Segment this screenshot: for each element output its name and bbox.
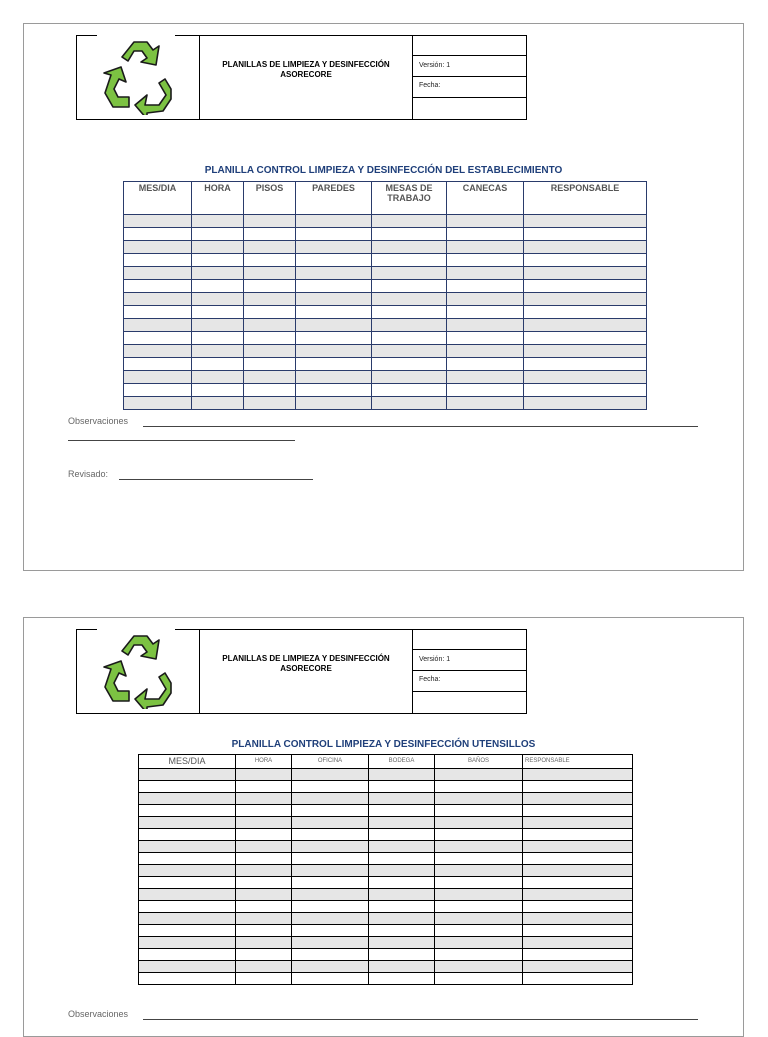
- table-cell[interactable]: [524, 319, 647, 332]
- table-cell[interactable]: [447, 267, 524, 280]
- table-row: [139, 853, 633, 865]
- column-header: OFICINA: [292, 755, 369, 769]
- cleaning-log-table: [123, 181, 647, 410]
- table-cell[interactable]: [192, 384, 244, 397]
- table-cell[interactable]: [139, 853, 236, 865]
- table-cell[interactable]: [523, 865, 633, 877]
- table-cell[interactable]: [292, 925, 369, 937]
- table-row: [139, 805, 633, 817]
- table-row: [139, 961, 633, 973]
- table-cell[interactable]: [236, 817, 292, 829]
- table-cell[interactable]: [244, 397, 296, 410]
- table-cell[interactable]: [236, 841, 292, 853]
- table-row: [139, 781, 633, 793]
- table-cell[interactable]: [292, 817, 369, 829]
- table-cell[interactable]: [292, 769, 369, 781]
- table-cell[interactable]: [296, 319, 372, 332]
- table-cell[interactable]: [435, 793, 523, 805]
- table-cell[interactable]: [435, 889, 523, 901]
- table-cell[interactable]: [524, 293, 647, 306]
- table-cell[interactable]: [523, 949, 633, 961]
- column-header: BAÑOS: [435, 755, 523, 769]
- table-cell[interactable]: [296, 280, 372, 293]
- table-cell[interactable]: [435, 841, 523, 853]
- table-row: [124, 371, 647, 384]
- table-cell[interactable]: [192, 241, 244, 254]
- table-cell[interactable]: [435, 829, 523, 841]
- observations-label: Observaciones: [68, 1009, 129, 1019]
- table-cell[interactable]: [244, 267, 296, 280]
- table-cell[interactable]: [523, 937, 633, 949]
- table-cell[interactable]: [192, 254, 244, 267]
- table-cell[interactable]: [372, 241, 447, 254]
- logo-cell: [77, 629, 200, 713]
- table-cell[interactable]: [524, 306, 647, 319]
- table-cell[interactable]: [192, 345, 244, 358]
- table-cell[interactable]: [524, 397, 647, 410]
- table-row: [139, 829, 633, 841]
- table-cell[interactable]: [236, 889, 292, 901]
- table-cell[interactable]: [139, 973, 236, 985]
- table-cell[interactable]: [296, 397, 372, 410]
- table-cell[interactable]: [372, 332, 447, 345]
- table-title: PLANILLA CONTROL LIMPIEZA Y DESINFECCIÓN UTENSILLOS: [231, 739, 536, 750]
- table-cell[interactable]: [139, 769, 236, 781]
- table-cell[interactable]: [369, 781, 435, 793]
- table-cell[interactable]: [244, 384, 296, 397]
- table-cell[interactable]: [124, 319, 192, 332]
- table-cell[interactable]: [244, 371, 296, 384]
- table-row: [139, 937, 633, 949]
- table-cell[interactable]: [523, 793, 633, 805]
- table-row: [124, 358, 647, 371]
- table-cell[interactable]: [192, 358, 244, 371]
- table-cell[interactable]: [236, 973, 292, 985]
- date-field: Fecha:: [413, 671, 526, 692]
- table-row: [139, 841, 633, 853]
- table-cell[interactable]: [523, 973, 633, 985]
- table-cell[interactable]: [244, 215, 296, 228]
- table-cell[interactable]: [292, 865, 369, 877]
- table-cell[interactable]: [292, 805, 369, 817]
- table-row: [124, 267, 647, 280]
- table-cell[interactable]: [369, 949, 435, 961]
- table-cell[interactable]: [296, 254, 372, 267]
- column-header: MESAS DE TRABAJO: [372, 182, 447, 215]
- table-cell[interactable]: [139, 913, 236, 925]
- table-cell[interactable]: [372, 293, 447, 306]
- table-cell[interactable]: [296, 358, 372, 371]
- observations-label: Observaciones: [68, 416, 129, 426]
- table-cell[interactable]: [296, 384, 372, 397]
- form-page-2: [23, 617, 744, 1037]
- column-header: PISOS: [244, 182, 296, 215]
- table-cell[interactable]: [447, 306, 524, 319]
- table-cell[interactable]: [369, 793, 435, 805]
- table-cell[interactable]: [435, 949, 523, 961]
- table-row: [124, 345, 647, 358]
- table-cell[interactable]: [369, 973, 435, 985]
- table-cell[interactable]: [435, 781, 523, 793]
- table-cell[interactable]: [369, 889, 435, 901]
- table-cell[interactable]: [292, 793, 369, 805]
- table-cell[interactable]: [447, 241, 524, 254]
- table-cell[interactable]: [124, 397, 192, 410]
- table-cell[interactable]: [447, 215, 524, 228]
- table-cell[interactable]: [447, 254, 524, 267]
- table-row: [124, 280, 647, 293]
- utensils-log-table: [138, 754, 633, 985]
- table-cell[interactable]: [124, 371, 192, 384]
- column-header: BODEGA: [369, 755, 435, 769]
- table-cell[interactable]: [435, 901, 523, 913]
- table-cell[interactable]: [447, 358, 524, 371]
- recycle-logo-icon: [101, 37, 175, 115]
- table-cell[interactable]: [192, 267, 244, 280]
- table-cell[interactable]: [139, 925, 236, 937]
- table-cell[interactable]: [447, 280, 524, 293]
- table-row: [124, 254, 647, 267]
- table-cell[interactable]: [236, 877, 292, 889]
- form-header: [76, 629, 527, 714]
- table-cell[interactable]: [292, 913, 369, 925]
- table-cell[interactable]: [369, 865, 435, 877]
- table-cell[interactable]: [435, 973, 523, 985]
- table-cell[interactable]: [523, 901, 633, 913]
- table-cell[interactable]: [236, 805, 292, 817]
- table-cell[interactable]: [192, 332, 244, 345]
- form-header: [76, 35, 527, 120]
- table-cell[interactable]: [369, 877, 435, 889]
- table-cell[interactable]: [372, 358, 447, 371]
- table-cell[interactable]: [292, 889, 369, 901]
- table-cell[interactable]: [124, 254, 192, 267]
- table-cell[interactable]: [192, 280, 244, 293]
- form-info: [413, 35, 526, 119]
- form-title-line2: ASORECORE: [280, 664, 332, 673]
- table-row: [139, 901, 633, 913]
- table-cell[interactable]: [124, 293, 192, 306]
- table-cell[interactable]: [524, 215, 647, 228]
- table-cell[interactable]: [369, 841, 435, 853]
- table-cell[interactable]: [372, 228, 447, 241]
- table-cell[interactable]: [447, 332, 524, 345]
- table-cell[interactable]: [523, 769, 633, 781]
- table-cell[interactable]: [435, 961, 523, 973]
- table-cell[interactable]: [372, 254, 447, 267]
- table-cell[interactable]: [369, 901, 435, 913]
- form-title-line2: ASORECORE: [280, 70, 332, 79]
- table-row: [124, 241, 647, 254]
- table-cell[interactable]: [369, 805, 435, 817]
- table-cell[interactable]: [124, 306, 192, 319]
- table-cell[interactable]: [435, 877, 523, 889]
- column-header: PAREDES: [296, 182, 372, 215]
- version-field: Versión: 1: [413, 56, 526, 77]
- table-cell[interactable]: [372, 306, 447, 319]
- table-cell[interactable]: [236, 925, 292, 937]
- table-cell[interactable]: [139, 841, 236, 853]
- table-cell[interactable]: [236, 793, 292, 805]
- table-cell[interactable]: [296, 332, 372, 345]
- table-cell[interactable]: [236, 949, 292, 961]
- table-cell[interactable]: [292, 877, 369, 889]
- table-cell[interactable]: [372, 371, 447, 384]
- table-cell[interactable]: [192, 397, 244, 410]
- table-cell[interactable]: [192, 319, 244, 332]
- table-cell[interactable]: [124, 358, 192, 371]
- table-row: [124, 306, 647, 319]
- table-row: [124, 215, 647, 228]
- table-cell[interactable]: [524, 384, 647, 397]
- table-cell[interactable]: [523, 889, 633, 901]
- table-cell[interactable]: [139, 901, 236, 913]
- table-cell[interactable]: [236, 865, 292, 877]
- table-cell[interactable]: [372, 319, 447, 332]
- table-cell[interactable]: [292, 961, 369, 973]
- table-cell[interactable]: [369, 961, 435, 973]
- table-cell[interactable]: [124, 215, 192, 228]
- table-cell[interactable]: [296, 241, 372, 254]
- table-row: [124, 332, 647, 345]
- table-row: [139, 949, 633, 961]
- table-cell[interactable]: [296, 267, 372, 280]
- table-cell[interactable]: [139, 805, 236, 817]
- table-cell[interactable]: [435, 937, 523, 949]
- table-cell[interactable]: [236, 961, 292, 973]
- table-row: [124, 319, 647, 332]
- table-cell[interactable]: [236, 769, 292, 781]
- table-cell[interactable]: [124, 241, 192, 254]
- table-cell[interactable]: [292, 781, 369, 793]
- table-cell[interactable]: [435, 865, 523, 877]
- table-cell[interactable]: [447, 293, 524, 306]
- column-header: RESPONSABLE: [524, 182, 647, 215]
- table-cell[interactable]: [139, 865, 236, 877]
- column-header: CANECAS: [447, 182, 524, 215]
- table-cell[interactable]: [296, 306, 372, 319]
- table-cell[interactable]: [524, 254, 647, 267]
- table-cell[interactable]: [124, 267, 192, 280]
- column-header: HORA: [236, 755, 292, 769]
- table-cell[interactable]: [524, 332, 647, 345]
- table-row: [139, 865, 633, 877]
- table-row: [139, 769, 633, 781]
- table-cell[interactable]: [192, 306, 244, 319]
- table-cell[interactable]: [447, 384, 524, 397]
- observations-line-2[interactable]: [68, 440, 295, 441]
- table-cell[interactable]: [139, 949, 236, 961]
- table-cell[interactable]: [447, 397, 524, 410]
- table-cell[interactable]: [236, 853, 292, 865]
- table-cell[interactable]: [244, 280, 296, 293]
- table-cell[interactable]: [524, 358, 647, 371]
- table-cell[interactable]: [524, 267, 647, 280]
- table-cell[interactable]: [435, 853, 523, 865]
- table-cell[interactable]: [139, 781, 236, 793]
- table-cell[interactable]: [296, 293, 372, 306]
- observations-line[interactable]: [143, 426, 698, 427]
- table-cell[interactable]: [244, 319, 296, 332]
- table-cell[interactable]: [139, 793, 236, 805]
- table-cell[interactable]: [292, 853, 369, 865]
- table-cell[interactable]: [236, 781, 292, 793]
- table-row: [124, 293, 647, 306]
- table-cell[interactable]: [292, 829, 369, 841]
- table-cell[interactable]: [435, 769, 523, 781]
- table-cell[interactable]: [435, 913, 523, 925]
- table-cell[interactable]: [192, 215, 244, 228]
- table-cell[interactable]: [435, 925, 523, 937]
- table-cell[interactable]: [139, 829, 236, 841]
- column-header: MES/DIA: [139, 755, 236, 769]
- table-cell[interactable]: [372, 397, 447, 410]
- reviewed-label: Revisado:: [68, 469, 109, 479]
- table-cell[interactable]: [296, 215, 372, 228]
- table-cell[interactable]: [124, 384, 192, 397]
- table-cell[interactable]: [435, 805, 523, 817]
- table-cell[interactable]: [523, 913, 633, 925]
- table-cell[interactable]: [292, 901, 369, 913]
- table-row: [139, 889, 633, 901]
- table-cell[interactable]: [372, 215, 447, 228]
- table-cell[interactable]: [139, 937, 236, 949]
- table-cell[interactable]: [524, 345, 647, 358]
- table-cell[interactable]: [523, 781, 633, 793]
- column-header: HORA: [192, 182, 244, 215]
- table-cell[interactable]: [244, 241, 296, 254]
- table-title: PLANILLA CONTROL LIMPIEZA Y DESINFECCIÓN DEL ESTABLECIMIENTO: [204, 165, 563, 176]
- table-row: [139, 973, 633, 985]
- table-cell[interactable]: [139, 877, 236, 889]
- table-cell[interactable]: [192, 293, 244, 306]
- table-cell[interactable]: [236, 901, 292, 913]
- logo-cell: [77, 35, 200, 119]
- form-title-line1: PLANILLAS DE LIMPIEZA Y DESINFECCIÓN: [222, 60, 390, 69]
- table-cell[interactable]: [139, 961, 236, 973]
- table-row: [124, 397, 647, 410]
- table-cell[interactable]: [523, 961, 633, 973]
- table-cell[interactable]: [372, 267, 447, 280]
- table-cell[interactable]: [292, 973, 369, 985]
- date-field: Fecha:: [413, 77, 526, 98]
- table-cell[interactable]: [296, 228, 372, 241]
- table-cell[interactable]: [524, 241, 647, 254]
- reviewed-signature-line[interactable]: [119, 479, 313, 480]
- table-cell[interactable]: [524, 280, 647, 293]
- form-title-line1: PLANILLAS DE LIMPIEZA Y DESINFECCIÓN: [222, 654, 390, 663]
- table-cell[interactable]: [523, 877, 633, 889]
- table-cell[interactable]: [524, 228, 647, 241]
- table-cell[interactable]: [523, 841, 633, 853]
- table-cell[interactable]: [369, 853, 435, 865]
- table-cell[interactable]: [236, 937, 292, 949]
- table-cell[interactable]: [124, 345, 192, 358]
- table-cell[interactable]: [124, 280, 192, 293]
- column-header: RESPONSABLE: [523, 755, 633, 769]
- table-row: [139, 817, 633, 829]
- table-cell[interactable]: [192, 228, 244, 241]
- table-cell[interactable]: [523, 829, 633, 841]
- table-cell[interactable]: [244, 306, 296, 319]
- table-cell[interactable]: [139, 889, 236, 901]
- table-cell[interactable]: [523, 805, 633, 817]
- table-cell[interactable]: [244, 332, 296, 345]
- table-cell[interactable]: [244, 345, 296, 358]
- column-header: MES/DIA: [124, 182, 192, 215]
- table-cell[interactable]: [369, 829, 435, 841]
- table-cell[interactable]: [296, 345, 372, 358]
- table-cell[interactable]: [292, 949, 369, 961]
- table-cell[interactable]: [236, 829, 292, 841]
- table-cell[interactable]: [369, 817, 435, 829]
- table-cell[interactable]: [192, 371, 244, 384]
- form-info: [413, 629, 526, 713]
- table-cell[interactable]: [292, 937, 369, 949]
- table-cell[interactable]: [372, 384, 447, 397]
- table-cell[interactable]: [292, 841, 369, 853]
- table-cell[interactable]: [244, 254, 296, 267]
- table-cell[interactable]: [447, 371, 524, 384]
- table-row: [139, 877, 633, 889]
- observations-line[interactable]: [143, 1019, 698, 1020]
- table-cell[interactable]: [447, 228, 524, 241]
- table-cell[interactable]: [435, 817, 523, 829]
- form-page-1: [23, 23, 744, 571]
- version-field: Versión: 1: [413, 650, 526, 671]
- table-cell[interactable]: [523, 925, 633, 937]
- table-cell[interactable]: [244, 228, 296, 241]
- table-row: [139, 913, 633, 925]
- table-row: [124, 384, 647, 397]
- table-row: [124, 228, 647, 241]
- table-cell[interactable]: [372, 345, 447, 358]
- table-cell[interactable]: [124, 228, 192, 241]
- table-cell[interactable]: [236, 913, 292, 925]
- table-cell[interactable]: [124, 332, 192, 345]
- table-cell[interactable]: [524, 371, 647, 384]
- table-cell[interactable]: [244, 358, 296, 371]
- table-cell[interactable]: [369, 913, 435, 925]
- form-title: [200, 629, 413, 713]
- table-cell[interactable]: [244, 293, 296, 306]
- table-cell[interactable]: [369, 769, 435, 781]
- recycle-logo-icon: [101, 631, 175, 709]
- table-cell[interactable]: [523, 817, 633, 829]
- table-cell[interactable]: [447, 319, 524, 332]
- table-cell[interactable]: [369, 925, 435, 937]
- table-cell[interactable]: [523, 853, 633, 865]
- table-cell[interactable]: [139, 817, 236, 829]
- table-cell[interactable]: [372, 280, 447, 293]
- table-cell[interactable]: [296, 371, 372, 384]
- form-title: [200, 35, 413, 119]
- table-row: [139, 925, 633, 937]
- table-cell[interactable]: [369, 937, 435, 949]
- table-row: [139, 793, 633, 805]
- table-cell[interactable]: [447, 345, 524, 358]
